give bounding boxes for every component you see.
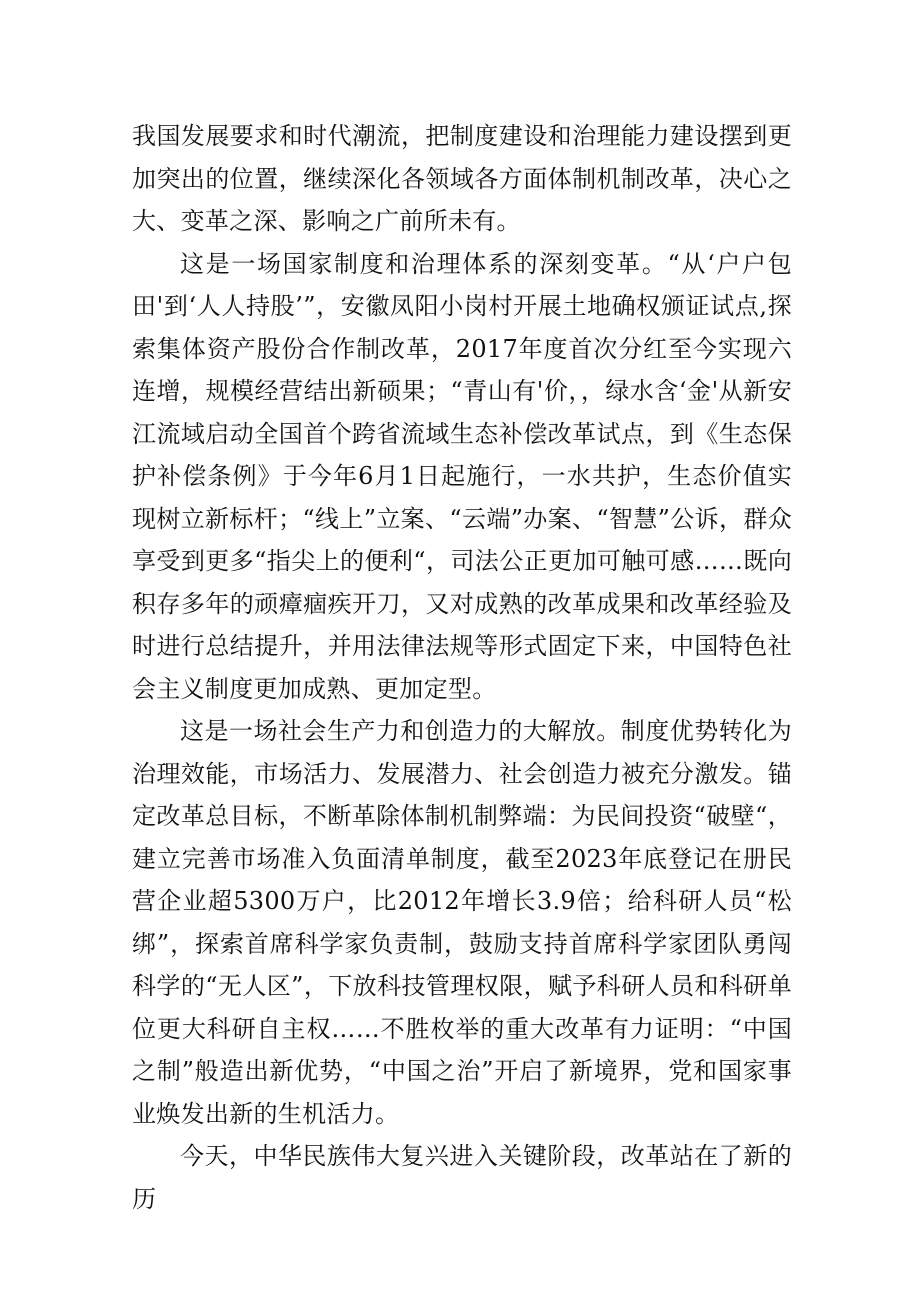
document-page — [132, 115, 792, 1220]
paragraph-today: 今天，中华民族伟大复兴进入关键阶段，改革站在了新的历 — [132, 1142, 792, 1213]
paragraph-continuation: 我国发展要求和时代潮流，把制度建设和治理能力建设摆到更加突出的位置，继续深化各领域各方面体制机制改革，决心之大、变革之深、影响之广前所未有。 — [132, 122, 792, 235]
paragraph-institutional-reform: 这是一场国家制度和治理体系的深刻变革。“从‘户户包田'到‘人人持股’”，安徽凤阳小岗村开展土地确权颁证试点,探索集体资产股份合作制改革，2017年度首次分红至今实现六连增，规模经营结出新硕果；“青山有'价，，绿水含‘金'从新安江流域启动全国首个跨省流域生态补偿改革试点，到《生态保护补偿条例》于今年6月1日起施行，一水共护，生态价值实现树立新标杆；“线上”立案、“云端”办案、“智慧”公诉，群众享受到更多“指尖上的便利“，司法公正更加可触可感……既向积存多年的顽瘴痼疾开刀，又对成熟的改革成果和改革经验及时进行总结提升，并用法律法规等形式固定下来，中国特色社会主义制度更加成熟、更加定型。 — [132, 249, 792, 703]
paragraph-productivity-liberation: 这是一场社会生产力和创造力的大解放。制度优势转化为治理效能，市场活力、发展潜力、社会创造力被充分激发。锚定改革总目标，不断革除体制机制弊端：为民间投资“破壁“，建立完善市场准入负面清单制度，截至2023年底登记在册民营企业超5300万户，比2012年增长3.9倍；给科研人员“松绑”，探索首席科学家负责制，鼓励支持首席科学家团队勇闯科学的“无人区”，下放科技管理权限，赋予科研人员和科研单位更大科研自主权……不胜枚举的重大改革有力证明：“中国之制”般造出新优势，“中国之治”开启了新境界，党和国家事业焕发出新的生机活力。 — [132, 717, 792, 1128]
